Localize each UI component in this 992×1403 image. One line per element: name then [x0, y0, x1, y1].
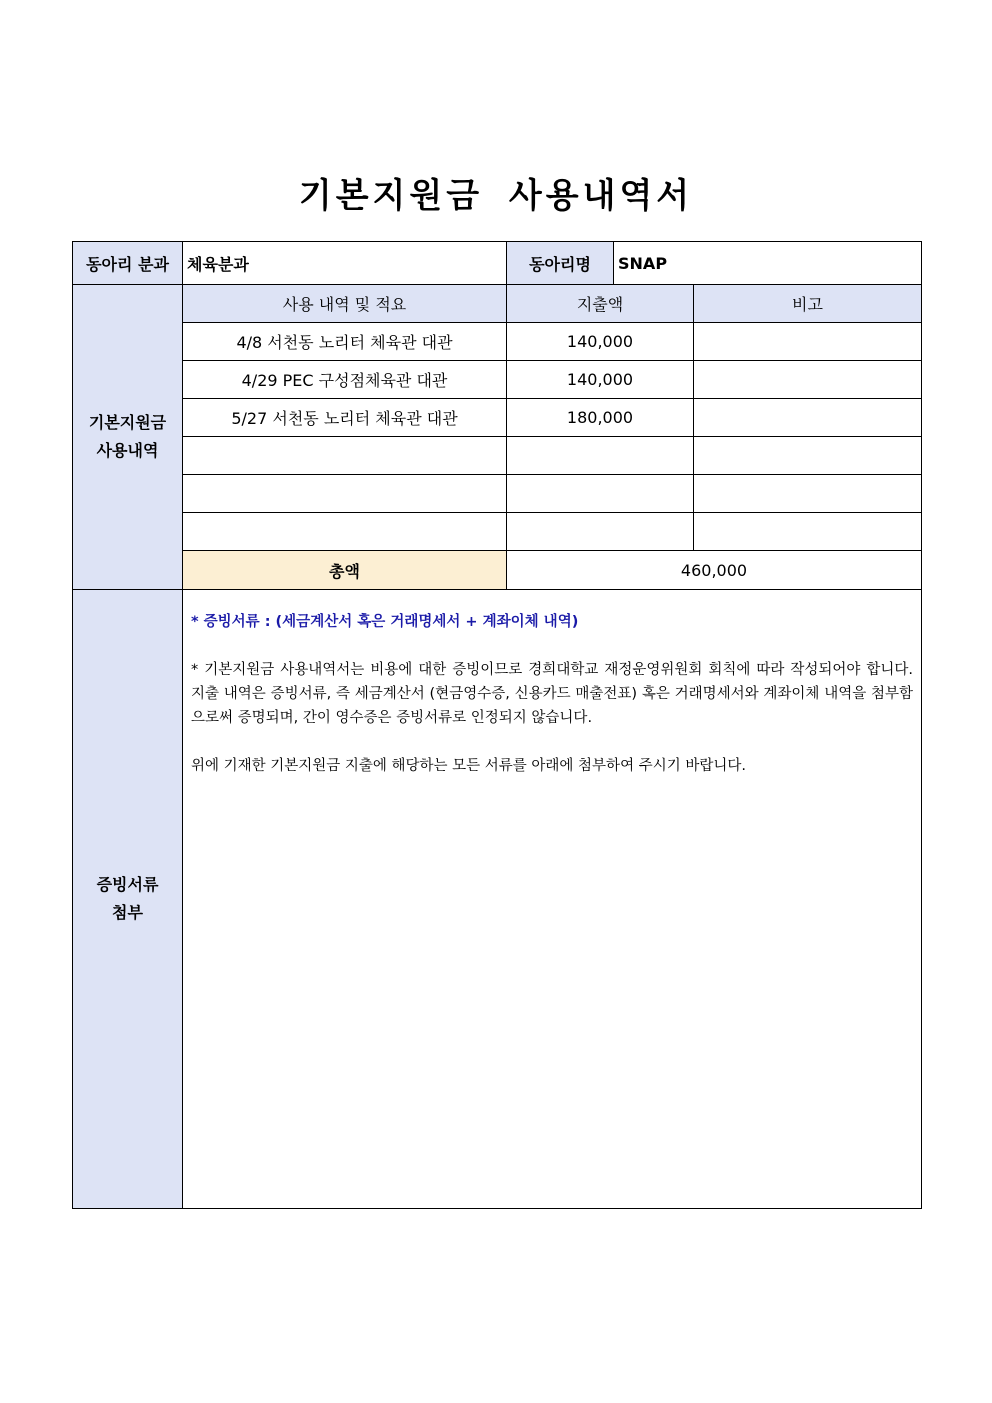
club-info-row	[73, 242, 922, 285]
table-row	[73, 475, 922, 513]
row-amount: 140,000	[507, 323, 694, 361]
row-description	[183, 513, 507, 551]
evidence-highlight: * 증빙서류 : (세금계산서 혹은 거래명세서 + 계좌이체 내역)	[191, 614, 579, 630]
evidence-section-label	[73, 590, 183, 1209]
total-label: 총액	[183, 551, 507, 590]
club-name-label: 동아리명	[507, 242, 614, 285]
row-amount	[507, 437, 694, 475]
usage-form-table	[72, 241, 922, 1209]
usage-section-label	[73, 285, 183, 590]
row-description: 5/27 서천동 노리터 체육관 대관	[183, 399, 507, 437]
usage-section-label-line2: 사용내역	[96, 441, 159, 460]
evidence-paragraph-1: * 기본지원금 사용내역서는 비용에 대한 증빙이므로 경희대학교 재정운영위원회 회칙에 따라 작성되어야 합니다. 지출 내역은 증빙서류, 즉 세금계산서 (현금영수증, 신용카드 매출전표) 혹은 거래명세서와 계좌이체 내역을 첨부함으로써 증명되며, 간이 영수증은 증빙서류로 인정되지 않습니다.	[191, 662, 914, 726]
table-row	[73, 399, 922, 437]
total-row	[73, 551, 922, 590]
row-amount	[507, 513, 694, 551]
row-note	[694, 399, 922, 437]
row-amount	[507, 475, 694, 513]
total-value: 460,000	[507, 551, 922, 590]
row-note	[694, 323, 922, 361]
table-row	[73, 361, 922, 399]
row-amount: 180,000	[507, 399, 694, 437]
row-description	[183, 437, 507, 475]
table-row	[73, 323, 922, 361]
row-note	[694, 437, 922, 475]
division-label: 동아리 분과	[73, 242, 183, 285]
row-description	[183, 475, 507, 513]
evidence-notes	[183, 590, 922, 1209]
table-row	[73, 513, 922, 551]
usage-header-row	[73, 285, 922, 323]
evidence-row	[73, 590, 922, 1209]
evidence-section-label-line1: 증빙서류	[96, 875, 159, 894]
column-header-note: 비고	[694, 285, 922, 323]
evidence-section-label-line2: 첨부	[112, 903, 143, 922]
column-header-amount: 지출액	[507, 285, 694, 323]
row-note	[694, 475, 922, 513]
row-note	[694, 513, 922, 551]
row-amount: 140,000	[507, 361, 694, 399]
row-description: 4/8 서천동 노리터 체육관 대관	[183, 323, 507, 361]
table-row	[73, 437, 922, 475]
division-value: 체육분과	[183, 242, 507, 285]
row-description: 4/29 PEC 구성점체육관 대관	[183, 361, 507, 399]
evidence-paragraph-2: 위에 기재한 기본지원금 지출에 해당하는 모든 서류를 아래에 첨부하여 주시기 바랍니다.	[191, 758, 746, 774]
document-title: 기본지원금 사용내역서	[298, 176, 694, 216]
column-header-description: 사용 내역 및 적요	[183, 285, 507, 323]
usage-section-label-line1: 기본지원금	[88, 413, 167, 432]
row-note	[694, 361, 922, 399]
club-name-value: SNAP	[614, 242, 922, 285]
